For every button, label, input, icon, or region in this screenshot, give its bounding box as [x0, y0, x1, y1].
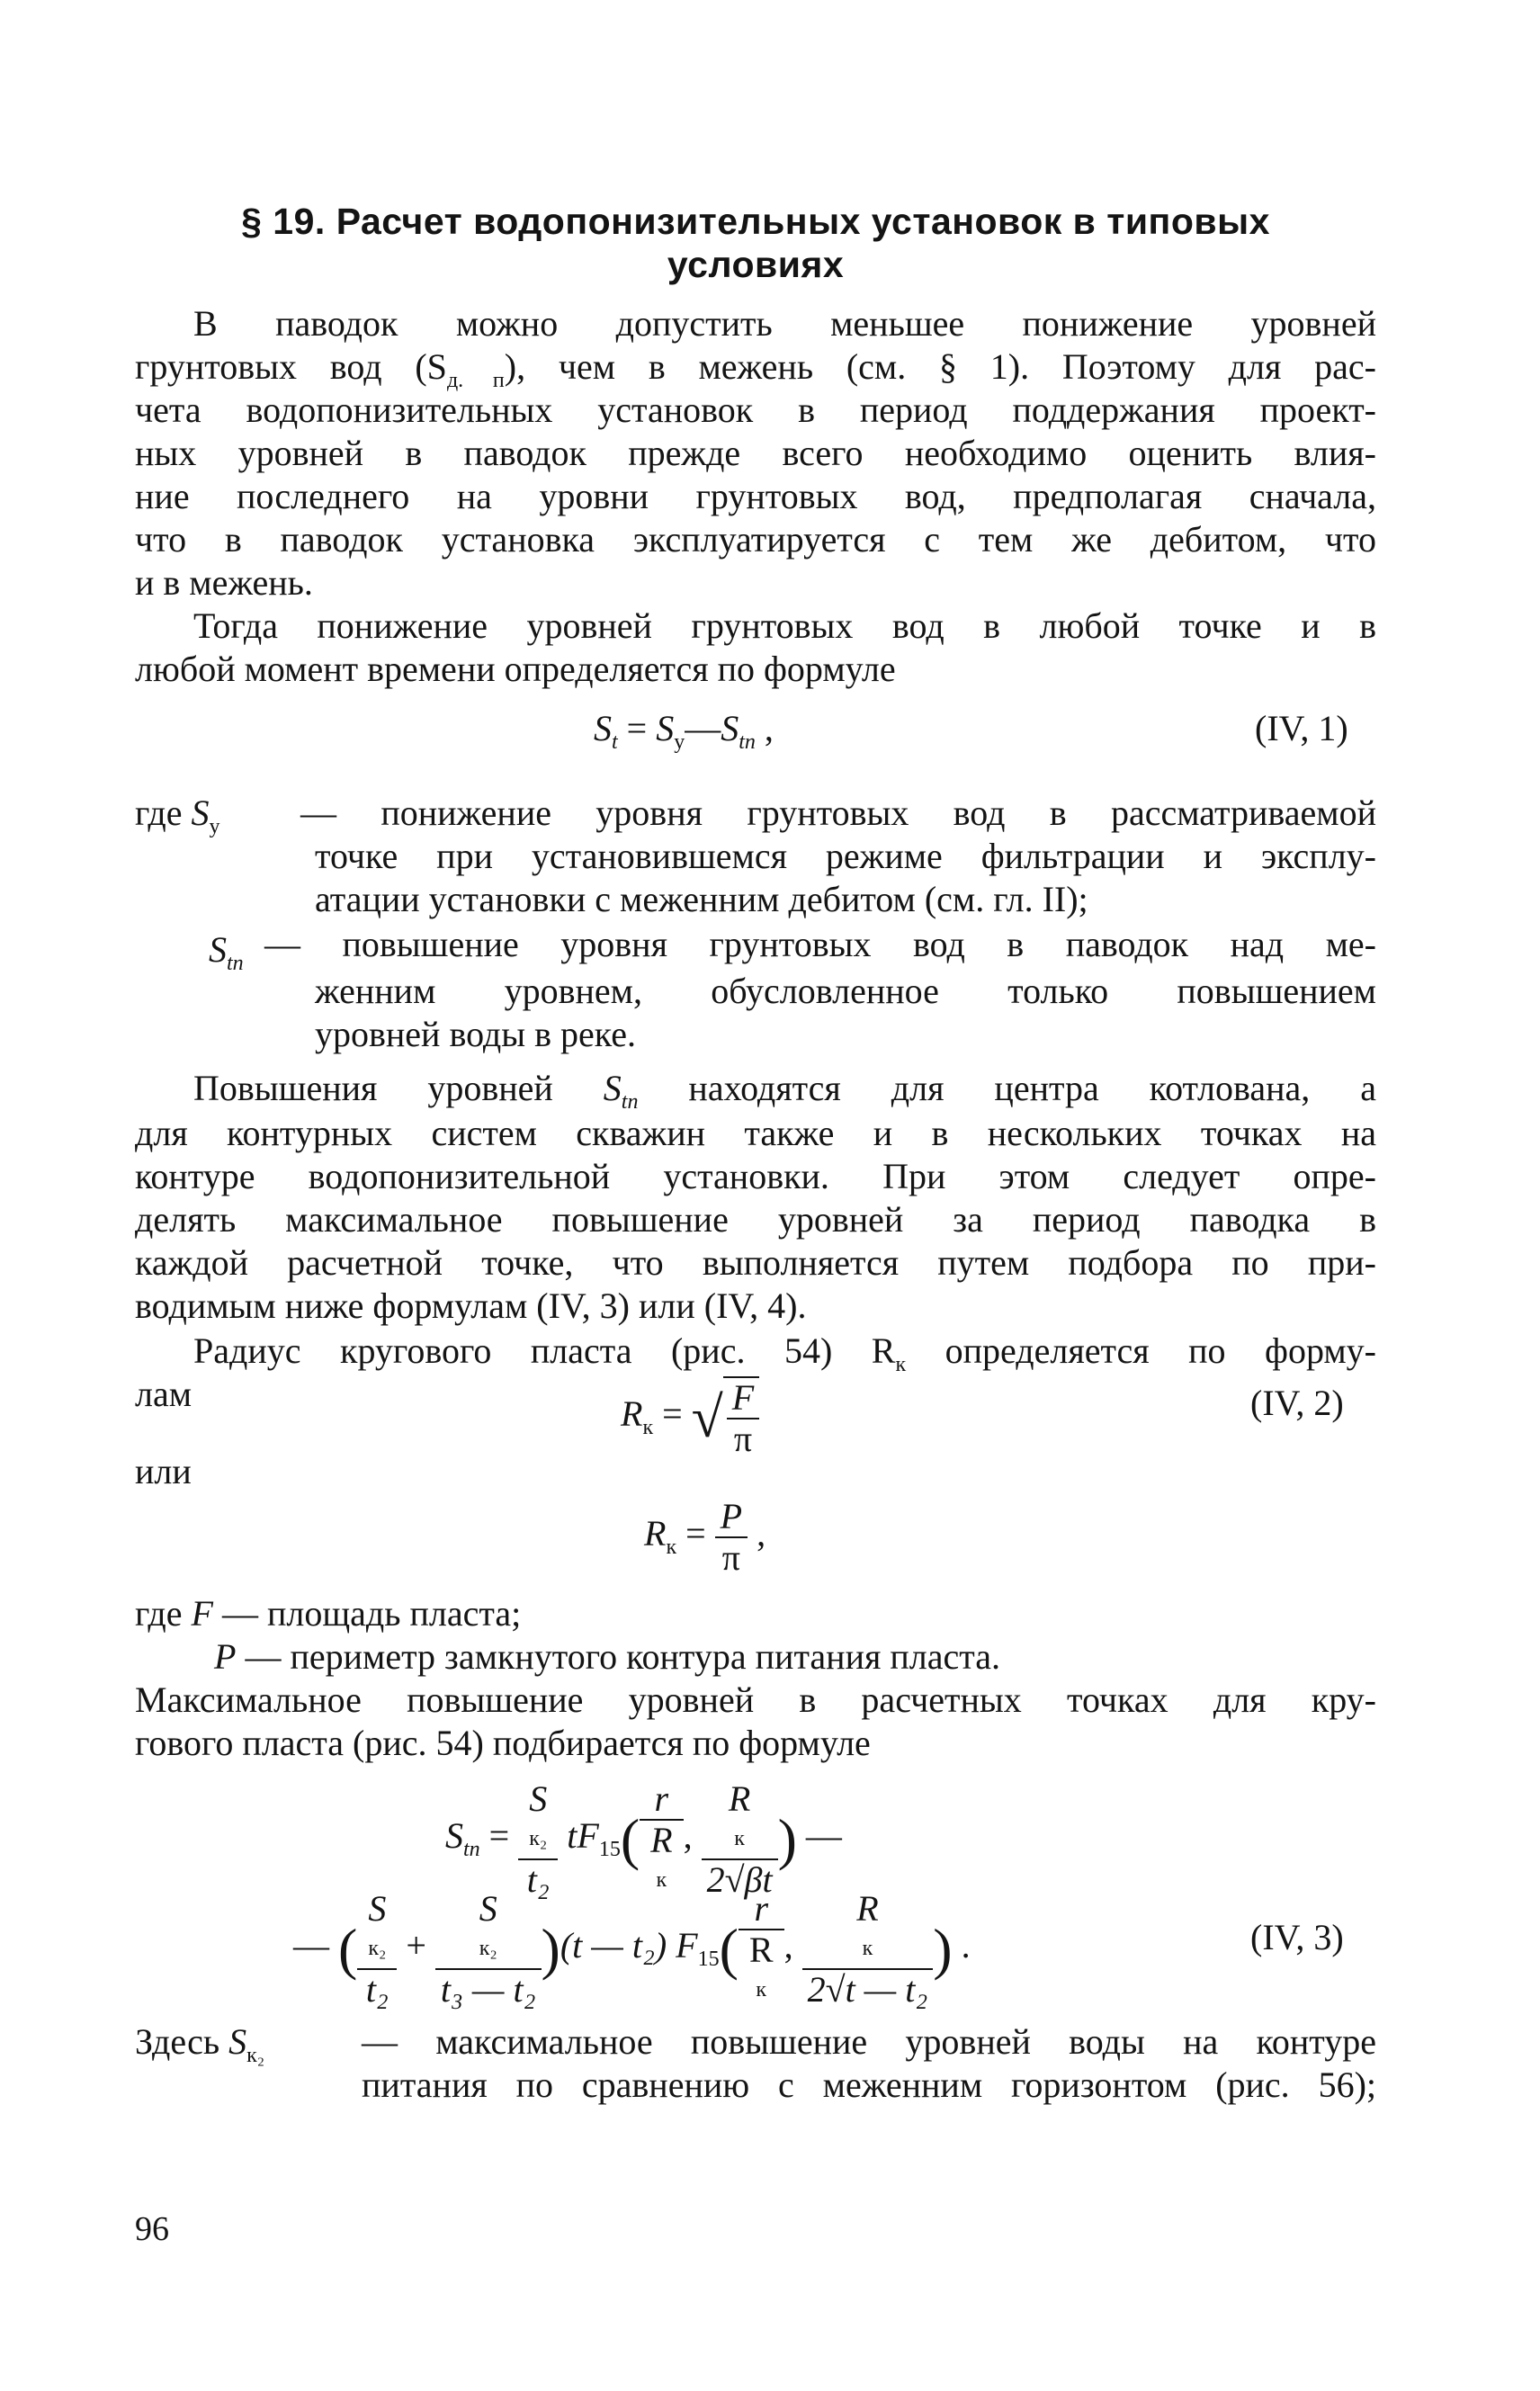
equation-iv-2: $R_к$ = √ $\frac{F}{\pi}$: [621, 1376, 759, 1459]
where-term-2-line-1: — повышение уровня грунтовых вод в паводок над ме-: [264, 924, 1376, 964]
paragraph-3-line-6: водимым ниже формулам (IV, 3) или (IV, 4).: [135, 1285, 807, 1326]
where-term-2: $S_{tп}$: [209, 929, 244, 975]
equation-iv-3-line-1: $S_{tп}$ = S к₂ t₂ $tF_{15}$( r R к , R к 2√βt ) —: [445, 1778, 842, 1900]
where-term-1-line-3: атации установки с меженним дебитом (см. гл. II);: [315, 879, 1088, 919]
equation-iv-2b: $R_к$ = $\frac{P}{\pi}$ ,: [644, 1496, 766, 1578]
section-title-line-1: § 19. Расчет водопонизительных установок в типовых: [241, 201, 1270, 242]
paragraph-4-line-2: лам: [135, 1374, 192, 1414]
paragraph-1-line-3: чета водопонизительных установок в период поддержания проект-: [135, 390, 1376, 430]
paragraph-3-line-4: делять максимальное повышение уровней за период паводка в: [135, 1199, 1376, 1240]
equation-iv-1: $S_t$ = $S_у—S_{tп}$ ,: [594, 708, 774, 754]
here-line-2: питания по сравнению с меженним горизонтом (рис. 56);: [362, 2064, 1376, 2105]
page-number: 96: [135, 2210, 169, 2248]
paragraph-3-line-3: контуре водопонизительной установки. При этом следует опре-: [135, 1156, 1376, 1196]
paragraph-1-line-1: В паводок можно допустить меньшее понижение уровней: [193, 303, 1376, 344]
section-title-line-2: условиях: [667, 244, 845, 285]
paragraph-2-line-2: любой момент времени определяется по формуле: [135, 649, 896, 689]
paragraph-1-line-2: грунтовых вод $(S_{д. п})$, чем в межень (см. § 1). Поэтому для рас-: [135, 346, 1376, 392]
paragraph-1-line-5: ние последнего на уровни грунтовых вод, предполагая сначала,: [135, 476, 1376, 516]
paragraph-5-line-2: гового пласта (рис. 54) подбирается по формуле: [135, 1723, 871, 1763]
paragraph-3-line-5: каждой расчетной точке, что выполняется путем подбора по при-: [135, 1242, 1376, 1283]
where-term-1-line-1: — понижение уровня грунтовых вод в рассматриваемой: [300, 793, 1376, 833]
equation-iv-3-line-2: — ( S к₂ t₂ + S к₂ t₃ — t₂ )(t — t₂) $F_{15}$( r R к , R к 2√t — t₂ ) .: [293, 1888, 971, 2010]
equation-iv-3-label: (IV, 3): [1250, 1917, 1344, 1957]
paragraph-1-line-6: что в паводок установка эксплуатируется с тем же дебитом, что: [135, 519, 1376, 560]
paragraph-3-line-1: Повышения уровней $S_{tп}$ находятся для центра котлована, а: [193, 1068, 1376, 1114]
paragraph-4-line-1: Радиус кругового пласта (рис. 54) $R_к$ определяется по форму-: [193, 1330, 1376, 1376]
where-area: где F — площадь пласта;: [135, 1593, 522, 1634]
paragraph-1-line-7: и в межень.: [135, 562, 313, 603]
equation-iv-2-label: (IV, 2): [1250, 1383, 1344, 1423]
where-term-2-line-3: уровней воды в реке.: [315, 1014, 636, 1054]
where-term-1-line-2: точке при установившемся режиме фильтрации и эксплу-: [315, 836, 1376, 876]
paragraph-3-line-2: для контурных систем скважин также и в нескольких точках на: [135, 1113, 1376, 1153]
where-term-1: где $S_у$: [135, 793, 220, 838]
where-term-2-line-2: женним уровнем, обусловленное только повышением: [315, 971, 1376, 1011]
paragraph-5-line-1: Максимальное повышение уровней в расчетных точках для кру-: [135, 1679, 1376, 1720]
where-perimeter: P — периметр замкнутого контура питания пласта.: [214, 1636, 1000, 1677]
or-word: или: [135, 1451, 192, 1491]
paragraph-1-line-4: ных уровней в паводок прежде всего необходимо оценить влия-: [135, 433, 1376, 473]
here-term: Здесь $S_{к_2}$: [135, 2021, 265, 2067]
equation-iv-1-label: (IV, 1): [1255, 708, 1348, 748]
here-line-1: — максимальное повышение уровней воды на контуре: [362, 2021, 1376, 2062]
paragraph-2-line-1: Тогда понижение уровней грунтовых вод в любой точке и в: [193, 605, 1376, 646]
